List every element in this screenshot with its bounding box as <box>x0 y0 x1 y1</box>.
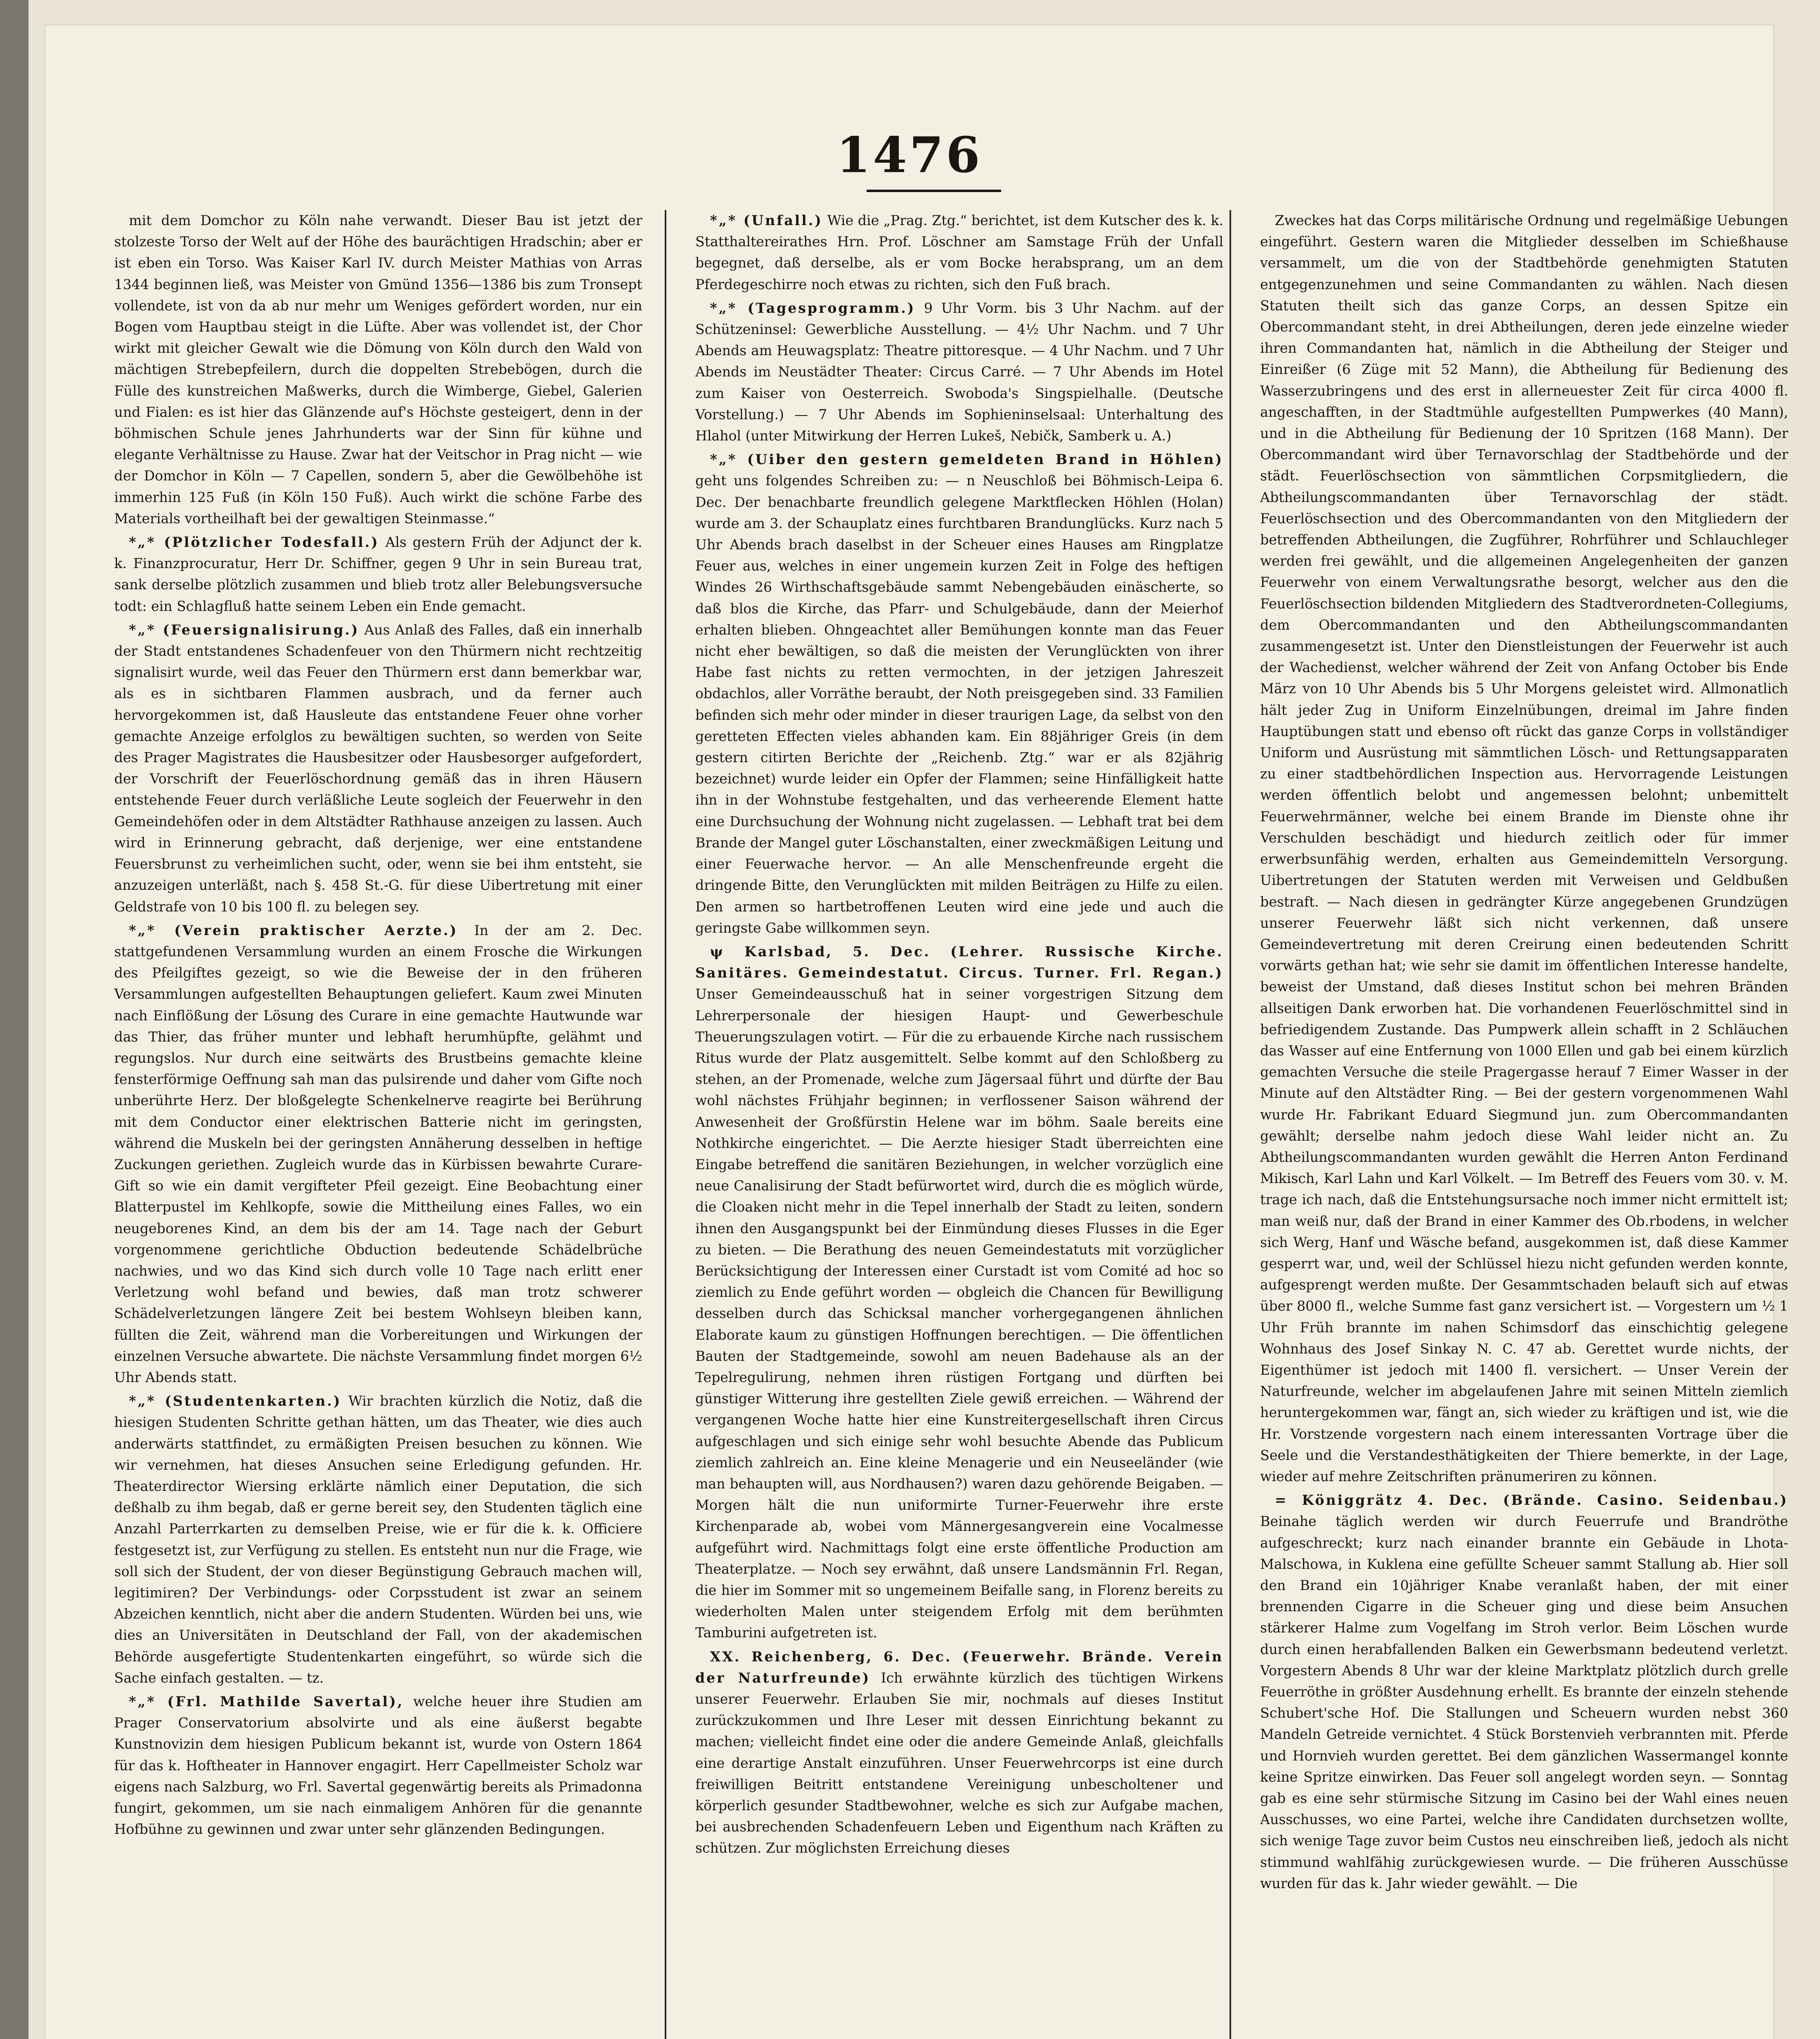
article-paragraph <box>114 210 642 529</box>
article-paragraph <box>695 941 1223 1644</box>
article-text: Zweckes hat das Corps militärische Ordnung und regelmäßige Uebungen eingeführt. Gestern waren die Mitglieder desselben im Schießhause versammelt, um die von der Stadtbehörde genehmigten Statuten entgegenzunehmen und seine Commandanten zu wählen. Nach diesen Statuten theilt sich das ganze Corps, an dessen Spitze ein Obercommandant steht, in drei Abtheilungen, deren jede einzelne wieder ihren Commandanten hat, nämlich in die Abtheilung der Steiger und Einreißer (6 Züge mit 52 Mann), die Abtheilung für Bedienung des Wasserzubringens und des erst in allerneuester Zeit für circa 4000 fl. angeschafften, in der Stadtmühle aufgestellten Pumpwerkes (40 Mann), und in die Abtheilung für Bedienung der 10 Spritzen (168 Mann). Der Obercommandant wird über Ternavorschlag der Stadtbehörde und der städt. Feuerlöschsection von sämmtlichen Corpsmitgliedern, die Abtheilungscommandanten über Ternavorschlag der städt. Feuerlöschsection und des Obercommandanten von den Mitgliedern der betreffenden Abtheilungen, die Zugführer, Rohrführer und Schlauchleger werden frei gewählt, und die allgemeinen Angelegenheiten der ganzen Feuerwehr von einem Verwaltungsrathe besorgt, welcher aus den die Feuerlöschsection bildenden Mitgliedern des Stadtverordneten-Collegiums, dem Obercommandanten und den Abtheilungscommandanten zusammengesetzt ist. Unter den Dienstleistungen der Feuerwehr ist auch der Wachedienst, welcher während der Zeit von Anfang October bis Ende März von 10 Uhr Abends bis 5 Uhr Morgens geleistet wird. Allmonatlich hält jeder Zug in Uniform Einzelnübungen, dreimal im Jahre finden Hauptübungen statt und ebenso oft rückt das ganze Corps in vollständiger Uniform und Ausrüstung mit sämmtlichen Lösch- und Rettungsapparaten zu einer stadtbehördlichen Inspection aus. Hervorragende Leistungen werden öffentlich belobt und angemessen belohnt; unbemittelt Feuerwehrmänner, welche bei einem Brande im Dienste ohne ihr Verschulden beschädigt und hiedurch zeitlich oder für immer erwerbsunfähig werden, erhalten aus Gemeindemitteln Versorgung. Uibertretungen der Statuten werden mit Verweisen und Geldbußen bestraft. — Nach diesen in gedrängter Kürze angegebenen Grundzügen unserer Feuerwehr läßt sich nicht verkennen, daß unsere Gemeindevertretung mit deren Creirung einen bedeutenden Schritt vorwärts gethan hat; wie sehr sie damit im öffentlichen Interesse handelte, beweist der Umstand, daß dieses Institut schon bei mehren Bränden allseitigen Dank erworben hat. Die vorhandenen Feuerlöschmittel sind in befriedigendem Zustande. Das Pumpwerk allein schafft in 2 Schläuchen das Wasser auf eine Entfernung von 1000 Ellen und gab bei einem kürzlich gemachten Versuche die steile Pragergasse herauf 7 Eimer Wasser in der Minute auf den Altstädter Ring. — Bei der gestern vorgenommenen Wahl wurde Hr. Fabrikant Eduard Siegmund jun. zum Obercommandanten gewählt; derselbe nahm jedoch diese Wahl leider nicht an. Zu Abtheilungscommandanten wurden gewählt die Herren Anton Ferdinand Mikisch, Karl Lahn und Karl Völkelt. — Im Betreff des Feuers vom 30. v. M. trage ich nach, daß die Entstehungsursache noch immer nicht ermittelt ist; man weiß nur, daß der Brand in einer Kammer des Ob.rbodens, in welcher sich Werg, Hanf und Wäsche befand, ausgekommen ist, daß diese Kammer gesperrt war, und, weil der Schlüssel hiezu nicht gefunden werden konnte, aufgesprengt werden mußte. Der Gesammtschaden belauft sich auf etwas über 8000 fl., welche Summe fast ganz versichert ist. — Vorgestern um ½ 1 Uhr Früh brannte im nahen Schimsdorf das einschichtig gelegene Wohnhaus des Josef Sinkay N. C. 47 ab. Gerettet wurde nichts, der Eigenthümer ist jedoch mit 1400 fl. versichert. — Unser Verein der Naturfreunde, welcher im abgelaufenen Jahre mit seinen Mitteln ziemlich heruntergekommen war, fängt an, sich wieder zu kräftigen und ist, wie die Hr. Vorstzende vorgestern nach einem interessanten Vortrage über die Seele und die Verstandesthätigkeiten der Thiere bemerkte, in der Lage, wieder auf mehre Zeitschriften pränumeriren zu können. <box>1260 212 1788 1484</box>
article-heading: = Königgrätz 4. Dec. (Brände. Casino. Seidenbau.) <box>1275 1492 1788 1508</box>
article-paragraph <box>114 619 642 918</box>
page-number: 1476 <box>836 126 982 184</box>
article-paragraph <box>695 298 1223 447</box>
newspaper-page <box>45 24 1788 2039</box>
article-text: Wie die „Prag. Ztg.“ berichtet, ist dem Kutscher des k. k. Statthaltereirathes Hrn. Prof. Löschner am Samstage Früh der Unfall begegnet, daß derselbe, als er vom Bocke herabsprang, um an dem Pferdegeschirre noch etwas zu richten, sich den Fuß brach. <box>695 212 1223 292</box>
article-heading: XX. Reichenberg, 6. Dec. (Feuerwehr. Brände. Verein der Naturfreunde) <box>695 1648 1223 1686</box>
article-text: 9 Uhr Vorm. bis 3 Uhr Nachm. auf der Schützeninsel: Gewerbliche Ausstellung. — 4½ Uhr Nachm. und 7 Uhr Abends am Heuwagsplatz: Theatre pittoresque. — 4 Uhr Nachm. und 7 Uhr Abends im Neustädter Theater: Circus Carré. — 7 Uhr Abends im Hotel zum Kaiser von Oesterreich. Swoboda's Singspielhalle. (Deutsche Vorstellung.) — 7 Uhr Abends im Sophieninselsaal: Unterhaltung des Hlahol (unter Mitwirkung der Herren Lukeš, Nebičk, Samberk u. A.) <box>695 300 1223 444</box>
article-text: geht uns folgendes Schreiben zu: — n Neuschloß bei Böhmisch-Leipa 6. Dec. Der benachbarte freundlich gelegene Marktflecken Höhlen (Holan) wurde am 3. der Schauplatz eines furchtbaren Brandunglücks. Kurz nach 5 Uhr Abends brach daselbst in der Scheuer eines Hauses am Ringplatze Feuer aus, welches in einer ungemein kurzen Zeit in Folge des heftigen Windes 26 Wirthschaftsgebäude sammt Nebengebäuden einäscherte, so daß blos die Kirche, das Pfarr- und Schulgebäude, dann der Meierhof erhalten blieben. Ohngeachtet aller Bemühungen konnte man das Feuer nicht eher bewältigen, so daß die meisten der Verunglückten von ihrer Habe fast nichts zu retten vermochten, in der jetzigen Jahreszeit obdachlos, aller Vorräthe beraubt, der Noth preisgegeben sind. 33 Familien befinden sich mehr oder minder in dieser traurigen Lage, da selbst von den geretteten Effecten vieles abhanden kam. Ein 88jähriger Greis (in dem gestern citirten Berichte der „Reichenb. Ztg.“ war er als 82jährig bezeichnet) wurde leider ein Opfer der Flammen; seine Hinfälligkeit hatte ihn in der Wohnstube festgehalten, und das verheerende Element hatte eine Durchsuchung der Wohnung nicht zugelassen. — Lebhaft trat bei dem Brande der Mangel guter Löschanstalten, einer zweckmäßigen Leitung und einer Feuerwache hervor. — An alle Menschenfreunde ergeht die dringende Bitte, den Verunglückten mit milden Beiträgen zu Hilfe zu eilen. Den armen so hartbetroffenen Leuten wird eine jede und auch die geringste Gabe willkommen seyn. <box>695 473 1223 936</box>
article-paragraph <box>1260 210 1788 1487</box>
article-paragraph <box>695 210 1223 295</box>
article-text: Wir brachten kürzlich die Notiz, daß die hiesigen Studenten Schritte gethan hätten, um das Theater, wie dies auch anderwärts stattfindet, zu ermäßigten Preisen besuchen zu können. Wie wir vernehmen, hat dieses Ansuchen seine Erledigung gefunden. Hr. Theaterdirector Wiersing erklärte nämlich einer Deputation, die sich deßhalb zu ihm begab, daß er gerne bereit sey, den Studenten täglich eine Anzahl Parterrkarten zu demselben Preise, wie er für die k. k. Officiere festgesetzt ist, zur Verfügung zu stellen. Es entsteht nun nur die Frage, wie soll sich der Student, der von dieser Begünstigung Gebrauch machen will, legitimiren? Der Verbindungs- oder Corpsstudent ist zwar an seinem Abzeichen kenntlich, nicht aber die andern Studenten. Würden bei uns, wie dies an Universitäten in Deutschland der Fall, von der akademischen Behörde ausgefertigte Studentenkarten eingeführt, so würde sich die Sache einfach gestalten. — tz. <box>114 1393 642 1686</box>
article-paragraph <box>695 1646 1223 1859</box>
article-heading: *„* (Tagesprogramm.) <box>710 300 916 316</box>
article-text: Unser Gemeindeausschuß hat in seiner vorgestrigen Sitzung dem Lehrerpersonale der hiesigen Haupt- und Gewerbeschule Theuerungszulagen votirt. — Für die zu erbauende Kirche nach russischem Ritus wurde der Platz ausgemittelt. Selbe kommt auf den Schloßberg zu stehen, an der Promenade, welche zum Jägersaal führt und dürfte der Bau wohl nächstes Frühjahr beginnen; in verflossener Saison während der Anwesenheit der Großfürstin Helene war im böhm. Saale bereits eine Nothkirche eingerichtet. — Die Aerzte hiesiger Stadt überreichten eine Eingabe betreffend die sanitären Beziehungen, in welcher vorzüglich eine neue Canalisirung der Stadt befürwortet wird, durch die es möglich würde, die Cloaken nicht mehr in die Tepel innerhalb der Stadt zu leiten, sondern ihnen den Ausgangspunkt bei der Einmündung dieses Flusses in die Eger zu bieten. — Die Berathung des neuen Gemeindestatuts mit vorzüglicher Berücksichtigung der Interessen einer Curstadt ist vom Comité ad hoc so ziemlich zu Ende geführt worden — obgleich die Chancen für Bewilligung desselben durch das Schicksal mancher vorhergegangenen ähnlichen Elaborate kaum zu günstigen Hoffnungen berechtigen. — Die öffentlichen Bauten der Stadtgemeinde, sowohl am neuen Badehause als an der Tepelregulirung, nehmen ihren rüstigen Fortgang und dürften bei günstiger Witterung ihre gestellten Ziele gewiß erreichen. — Während der vergangenen Woche hatte hier eine Kunstreitergesellschaft ihren Circus aufgeschlagen und sich einige sehr wohl besuchte Abende das Publicum ziemlich zahlreich an. Eine kleine Menagerie und ein Neuseeländer (wie man behaupten will, aus Nordhausen?) waren dazu gehörende Beigaben. — Morgen hält die nun uniformirte Turner-Feuerwehr ihre erste Kirchenparade ab, wobei vom Männergesangverein eine Vocalmesse aufgeführt wird. Nachmittags folgt eine erste öffentliche Production am Theaterplatze. — Noch sey erwähnt, daß unsere Landsmännin Frl. Regan, die hier im Sommer mit so ungemeinem Beifalle sang, in Florenz bereits zu wiederholten Malen unter steigendem Erfolg mit dem berühmten Tamburini aufgetreten ist. <box>695 986 1223 1641</box>
article-text: mit dem Domchor zu Köln nahe verwandt. Dieser Bau ist jetzt der stolzeste Torso der Welt auf der Höhe des baurächtigen Hradschin; aber er ist eben ein Torso. Was Kaiser Karl IV. durch Meister Mathias von Arras 1344 beginnen ließ, was Meister von Gmünd 1356—1386 bis zum Tronsept vollendete, ist von da ab nur mehr um Weniges gefördert worden, nur ein Bogen vom Hauptbau steigt in die Lüfte. Aber was vollendet ist, der Chor wirkt mit gleicher Gewalt wie die Dömung von Köln durch den Wald von mächtigen Strebepfeilern, durch die doppelten Strebebögen, durch die Fülle des kunstreichen Maßwerks, durch die Wimberge, Giebel, Galerien und Fialen: es ist hier das Glänzende auf's Höchste gesteigert, denn in der böhmischen Schule jenes Jahrhunderts war der Sinn für kühne und elegante Verhältnisse zu Hause. Zwar hat der Veitschor in Prag nicht — wie der Domchor in Köln — 7 Capellen, sondern 5, aber die Gewölbehöhe ist immerhin 125 Fuß (in Köln 150 Fuß). Auch wirkt die schöne Farbe des Materials vortheilhaft bei der gewaltigen Steinmasse.“ <box>114 212 642 526</box>
article-text: In der am 2. Dec. stattgefundenen Versammlung wurden an einem Frosche die Wirkungen des Pfeilgiftes gezeigt, so wie die Beweise der in den früheren Versammlungen aufgestellten Behauptungen geliefert. Kaum zwei Minuten nach Einflößung der Lösung des Curare in eine gemachte Hautwunde war das Thier, das früher munter und lebhaft herumhüpfte, gelähmt und regungslos. Nur durch eine seitwärts des Brustbeins gemachte kleine fensterförmige Oeffnung sah man das pulsirende und daher vom Gifte noch unberührte Herz. Der bloßgelegte Schenkelnerve reagirte bei Berührung mit dem Conductor einer elektrischen Batterie nicht im geringsten, während die Muskeln bei der geringsten Annäherung desselben in heftige Zuckungen geriethen. Zugleich wurde das in Kürbissen bewahrte Curare-Gift so wie ein damit vergifteter Pfeil gezeigt. Eine Beobachtung einer Blatterpustel im Kehlkopfe, sowie die Mittheilung eines Falles, wo ein neugeborenes Kind, an dem bis der am 14. Tage nach der Geburt vorgenommene gerichtliche Obduction bedeutende Schädelbrüche nachwies, und wo das Kind sich durch volle 10 Tage nach erlitt ener Verletzung wohl befand und bewies, daß man trotz schwerer Schädelverletzungen längere Zeit bei bestem Wohlseyn bleiben kann, füllten die Zeit, während man die Vorbereitungen und Wirkungen der einzelnen Versuche abwartete. Die nächste Versammlung findet morgen 6½ Uhr Abends statt. <box>114 922 642 1385</box>
article-heading: *„* (Feuersignalisirung.) <box>129 621 360 638</box>
article-heading: *„* (Verein praktischer Aerzte.) <box>129 922 458 938</box>
article-paragraph <box>114 1691 642 1840</box>
article-text: Ich erwähnte kürzlich des tüchtigen Wirkens unserer Feuerwehr. Erlauben Sie mir, nochmals auf dieses Institut zurückzukommen und Ihre Leser mit dessen Einrichtung bekannt zu machen; vielleicht findet eine oder die andere Gemeinde Anlaß, gleichfalls eine derartige Anstalt einzuführen. Unser Feuerwehrcorps ist eine durch freiwilligen Beitritt entstandene Vereinigung unbescholtener und körperlich gesunder Stadtbewohner, welche es sich zur Aufgabe machen, bei ausbrechenden Schadenfeuern Leben und Eigenthum nach Kräften zu schützen. Zur möglichsten Erreichung dieses <box>695 1670 1223 1856</box>
article-heading: *„* (Studentenkarten.) <box>129 1393 342 1409</box>
article-heading: *„* (Unfall.) <box>710 212 823 228</box>
column-1 <box>114 210 642 2039</box>
column-2 <box>695 210 1223 2039</box>
article-heading: *„* (Uiber den gestern gemeldeten Brand in Höhlen) <box>710 451 1223 468</box>
column-3 <box>1260 210 1788 2039</box>
article-heading: *„* (Frl. Mathilde Savertal), <box>129 1694 404 1710</box>
article-text: Aus Anlaß des Falles, daß ein innerhalb der Stadt entstandenes Schadenfeuer von den Thürmern nicht rechtzeitig signalisirt wurde, weil das Feuer den Thürmern erst dann bemerkbar war, als es in sichtbaren Flammen ausbrach, und da ferner auch hervorgekommen ist, daß Hausleute das entstandene Feuer ohne vorher gemachte Anzeige erfolglos zu bewältigen suchten, so werden von Seite des Prager Magistrates die Hausbesitzer oder Hausbesorger aufgefordert, der Vorschrift der Feuerlöschordnung gemäß das in ihren Häusern entstehende Feuer durch verläßliche Leute sogleich der Feuerwehr in den Gemeindehöfen oder in dem Altstädter Rathhause anzeigen zu lassen. Auch wird in Erinnerung gebracht, daß derjenige, wer eine entstandene Feuersbrunst zu verheimlichen sucht, oder, wenn sie bei ihm entsteht, sie anzuzeigen unterläßt, nach §. 458 St.-G. für diese Uibertretung mit einer Geldstrafe von 10 bis 100 fl. zu belegen sey. <box>114 621 642 915</box>
scan-binding-edge <box>0 0 29 2039</box>
article-paragraph <box>114 532 642 617</box>
article-text: welche heuer ihre Studien am Prager Conservatorium absolvirte und als eine äußerst begabte Kunstnovizin dem hiesigen Publicum bekannt ist, wurde von Ostern 1864 für das k. Hoftheater in Hannover engagirt. Herr Capellmeister Scholz war eigens nach Salzburg, wo Frl. Savertal gegenwärtig bereits als Primadonna fungirt, gekommen, um sie nach einmaligem Anhören für die genannte Hofbühne zu gewinnen und zwar unter sehr glänzenden Bedingungen. <box>114 1694 642 1838</box>
article-text: Beinahe täglich werden wir durch Feuerrufe und Brandröthe aufgeschreckt; kurz nach einander brannte ein Gebäude in Lhota-Malschowa, in Kuklena eine gefüllte Scheuer sammt Stallung ab. Hier soll den Brand ein 10jähriger Knabe veranlaßt haben, der mit einer brennenden Cigarre in die Scheuer ging und diese beim Ansuchen stärkerer Halme zum Vogelfang im Stroh verlor. Beim Löschen wurde durch einen herabfallenden Balken ein Gewerbsmann bedeutend verletzt. Vorgestern Abends 8 Uhr war der kleine Marktplatz plötzlich durch grelle Feuerröthe in größter Ausdehnung erhellt. Es brannte der einzeln stehende Schubert'sche Hof. Die Stallungen und Scheuern wurden nebst 360 Mandeln Getreide vernichtet. 4 Stück Borstenvieh verbrannten mit. Pferde und Hornvieh wurden gerettet. Bei dem gänzlichen Wassermangel konnte keine Spritze einwirken. Das Feuer soll angelegt worden seyn. — Sonntag gab es eine sehr stürmische Sitzung im Casino bei der Wahl eines neuen Ausschusses, wo eine Partei, welche ihre Candidaten durchsetzen wollte, sich wenige Tage zuvor beim Custos neu einschreiben ließ, jedoch als nicht stimmund wahlfähig zurückgewiesen wurde. — Die früheren Ausschüsse wurden für das k. Jahr wieder gewählt. — Die <box>1260 1513 1788 1891</box>
article-paragraph <box>1260 1490 1788 1894</box>
page-number-rule <box>867 190 1001 192</box>
column-divider <box>1230 210 1231 2039</box>
article-heading: *„* (Plötzlicher Todesfall.) <box>129 534 379 551</box>
article-heading: ψ Karlsbad, 5. Dec. (Lehrer. Russische Kirche. Sanitäres. Gemeindestatut. Circus. Turner. Frl. Regan.) <box>695 943 1223 981</box>
article-paragraph <box>114 1391 642 1689</box>
article-paragraph <box>114 920 642 1388</box>
article-text: Als gestern Früh der Adjunct der k. k. Finanzprocuratur, Herr Dr. Schiffner, gegen 9 Uhr in sein Bureau trat, sank derselbe plötzlich zusammen und blieb trotz aller Belebungsversuche todt: ein Schlagfluß hatte seinem Leben ein Ende gemacht. <box>114 534 642 614</box>
column-divider <box>665 210 666 2039</box>
article-paragraph <box>695 449 1223 939</box>
